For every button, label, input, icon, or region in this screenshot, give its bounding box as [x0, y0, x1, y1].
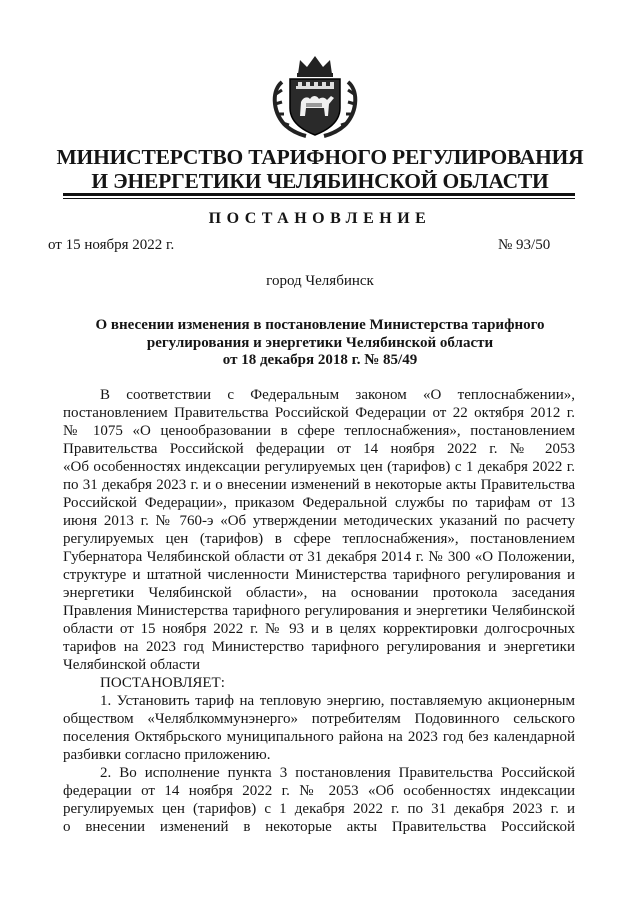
body-line: Правительства Российской федерации от 14 ноября 2022 г. № 2053	[63, 441, 575, 457]
body-line: по 31 декабря 2023 г. и о внесении изменений в некоторые акты Правительства	[63, 477, 575, 493]
body-line: «Об особенностях индексации регулируемых цен (тарифов) с 1 декабря 2022 г.	[63, 459, 575, 475]
title-line: О внесении изменения в постановление Министерства тарифного	[95, 317, 545, 333]
ministry-name-line2: И ЭНЕРГЕТИКИ ЧЕЛЯБИНСКОЙ ОБЛАСТИ	[91, 168, 549, 193]
body-line: о внесении изменений в некоторые акты Правительства Российской	[63, 819, 575, 835]
body-line: 1. Установить тариф на тепловую энергию, поставляемую акционерным	[100, 693, 575, 709]
body-line: Правления Министерства тарифного регулирования и энергетики Челябинской	[63, 603, 575, 619]
coat-of-arms-icon	[268, 52, 362, 138]
ministry-name	[40, 146, 600, 193]
body-line: № 1075 «О ценообразовании в сфере теплоснабжения», постановлением	[63, 423, 575, 439]
document-number: № 93/50	[498, 237, 551, 253]
resolve-heading: ПОСТАНОВЛЯЕТ:	[100, 675, 225, 691]
body-line: энергетики Челябинской области», на основании протокола заседания	[63, 585, 575, 601]
document-date: от 15 ноября 2022 г.	[48, 237, 175, 253]
body-line: Челябинской области	[63, 657, 201, 673]
body-line: федерации от 14 ноября 2022 г. № 2053 «Об особенностях индексации	[63, 783, 575, 799]
body-line: разбивки согласно приложению.	[63, 747, 271, 763]
body-line: июня 2013 г. № 760-э «Об утверждении методических указаний по расчету	[63, 513, 575, 529]
title-line: от 18 декабря 2018 г. № 85/49	[222, 352, 418, 368]
body-line: Губернатора Челябинской области от 31 декабря 2014 г. № 300 «О Положении,	[63, 549, 575, 565]
body-line: регулируемых цен (тарифов) в сфере теплоснабжения», постановлением	[63, 531, 575, 547]
body-line: 2. Во исполнение пункта 3 постановления Правительства Российской	[100, 765, 575, 781]
document-city: город Челябинск	[266, 273, 374, 289]
body-line: обществом «Челяблкоммунэнерго» потребителям Подовинного сельского	[63, 711, 575, 727]
body-line: Российской Федерации», приказом Федеральной службы по тарифам от 13	[63, 495, 575, 511]
header-rule-thick	[63, 193, 575, 196]
body-line: В соответствии с Федеральным законом «О теплоснабжении»,	[100, 387, 575, 403]
header-rule-thin	[63, 198, 575, 199]
body-line: тарифов на 2023 год Министерство тарифного регулирования и энергетики	[63, 639, 575, 655]
body-line: области от 15 ноября 2022 г. № 93 и в целях корректировки долгосрочных	[63, 621, 575, 637]
title-line: регулирования и энергетики Челябинской области	[146, 334, 494, 351]
body-line: постановлением Правительства Российской Федерации от 22 октября 2012 г.	[63, 405, 575, 421]
body-line: структуре и штатной численности Министерства тарифного регулирования и	[63, 567, 575, 583]
ministry-name-line1: МИНИСТЕРСТВО ТАРИФНОГО РЕГУЛИРОВАНИЯ	[56, 145, 584, 169]
body-line: регулируемых цен (тарифов) с 1 декабря 2022 г. по 31 декабря 2023 г. и	[63, 801, 575, 817]
body-line: поселения Октябрьского муниципального района на 2023 год без календарной	[63, 729, 575, 745]
document-type: ПОСТАНОВЛЕНИЕ	[208, 210, 432, 227]
document-title	[80, 317, 560, 370]
